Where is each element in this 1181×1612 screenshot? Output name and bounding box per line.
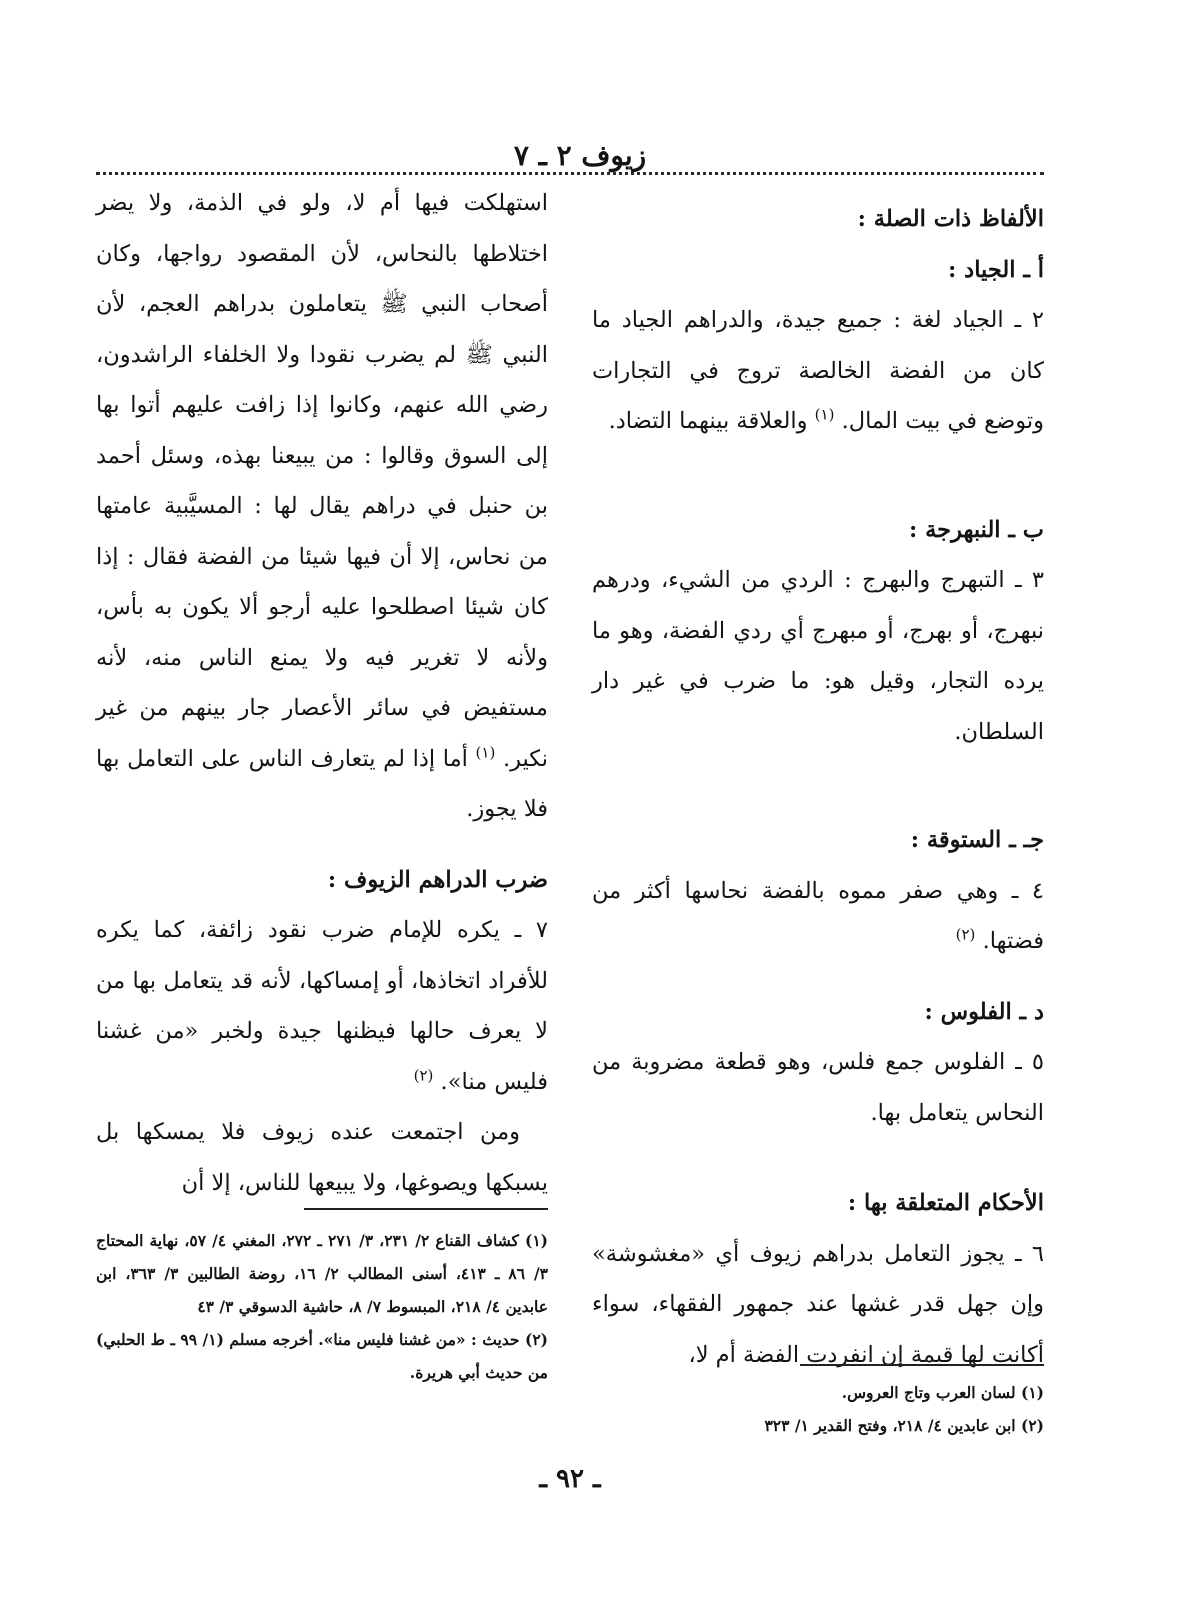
heading-rulings: الأحكام المتعلقة بها : (847, 1190, 1044, 1216)
paragraph-5: ٥ ـ الفلوس جمع فلس، وهو قطعة مضروبة من النحاس يتعامل بها. (592, 1049, 1044, 1126)
footnote-left-1: (١) كشاف القناع ٢/ ٢٣١، ٣/ ٢٧١ ـ ٢٧٢، المغني ٤/ ٥٧، نهاية المحتاج ٣/ ٨٦ ـ ٤١٣، أسنى المطالب ٢/ ١٦، روضة الطالبين ٣/ ٣٦٣، ابن عابدين ٤/ ٢١٨، المبسوط ٧/ ٨، حاشية الدسوقي ٣/ ٤٣ (96, 1231, 549, 1316)
page-number: ـ ٩٢ ـ (539, 1464, 601, 1494)
subheading-sattuqa: جـ ـ الستوقة : (910, 827, 1044, 853)
paragraph-7-text: ٧ ـ يكره للإمام ضرب نقود زائفة، كما يكره للأفراد اتخاذها، أو إمساكها، لأنه قد يتعامل بها من لا يعرف حالها فيظنها جيدة ولخبر «من غشنا فليس منا». (96, 917, 548, 1095)
section-heading-related-terms: الألفاظ ذات الصلة : (857, 206, 1044, 232)
footnote-rule-left (304, 1208, 548, 1210)
running-header: زيوف ٢ ـ ٧ (513, 139, 647, 172)
paragraph-2 (592, 295, 1044, 447)
footnote-rule-right (800, 1364, 1044, 1366)
footnote-right-2: (٢) ابن عابدين ٤/ ٢١٨، وفتح القدير ١/ ٣٢٣ (764, 1416, 1044, 1435)
paragraph-6: ٦ ـ يجوز التعامل بدراهم زيوف أي «مغشوشة» وإن جهل قدر غشها عند جمهور الفقهاء، سواء أكانت لها قيمة إن انفردت الفضة أم لا، (592, 1240, 1044, 1368)
paragraph-6-continued-tail: أما إذا لم يتعارف الناس على التعامل بها فلا يجوز. (96, 745, 548, 822)
subheading-fulus: د ـ الفلوس : (924, 998, 1044, 1025)
left-column (96, 178, 548, 1208)
right-column (592, 194, 1044, 1380)
footnote-left-2: (٢) حديث : «من غشنا فليس منا». أخرجه مسلم (١/ ٩٩ ـ ط الحلبي) من حديث أبي هريرة. (96, 1330, 548, 1382)
footnotes-left (96, 1224, 548, 1389)
paragraph-3: ٣ ـ التبهرج والبهرج : الردي من الشيء، ودرهم نبهرج، أو بهرج، أو مبهرج أي ردي الفضة، وهو ما يرده التجار، وقيل هو: ما ضرب في غير دار السلطان. (592, 567, 1044, 745)
footnote-ref-2: (٢) (955, 925, 976, 944)
footnote-ref-1-left: (١) (475, 743, 496, 761)
paragraph-4-text: ٤ ـ وهي صفر مموه بالفضة نحاسها أكثر من فضتها. (592, 877, 1044, 954)
footnote-ref-1: (١) (814, 405, 835, 424)
paragraph-4 (592, 866, 1044, 967)
footnote-ref-2-left: (٢) (413, 1066, 434, 1084)
paragraph-6-continued (96, 178, 548, 835)
paragraph-2-text: ٢ ـ الجياد لغة : جميع جيدة، والدراهم الجياد ما كان من الفضة الخالصة تروج في التجارات وتوضع في بيت المال. (592, 307, 1044, 434)
subheading-jiyad: أ ـ الجياد : (948, 256, 1044, 283)
subheading-nabahraja: ب ـ النبهرجة : (908, 516, 1044, 543)
paragraph-6-continued-text: استهلكت فيها أم لا، ولو في الذمة، ولا يضر اختلاطها بالنحاس، لأن المقصود رواجها، وكان أصحاب النبي ﷺ يتعاملون بدراهم العجم، لأن النبي ﷺ لم يضرب نقودا ولا الخلفاء الراشدون، رضي الله عنهم، وكانوا إذا زافت عليهم أتوا بها إلى السوق وقالوا : من يبيعنا بهذه، وسئل أحمد بن حنبل في دراهم يقال لها : المسيَّبية عامتها من نحاس، إلا أن فيها شيئا من الفضة فقال : إذا كان شيئا اصطلحوا عليه أرجو ألا يكون به بأس، ولأنه لا تغرير فيه ولا يمنع الناس منه، لأنه مستفيض في سائر الأعصار جار بينهم من غير نكير. (96, 190, 548, 772)
heading-minting: ضرب الدراهم الزيوف : (327, 866, 548, 893)
footnote-right-1: (١) لسان العرب وتاج العروس. (841, 1383, 1044, 1402)
paragraph-2-tail: والعلاقة بينهما التضاد. (608, 408, 815, 434)
footnotes-right (592, 1376, 1044, 1442)
paragraph-8: ومن اجتمعت عنده زيوف فلا يمسكها بل يسبكها ويصوغها، ولا يبيعها للناس، إلا أن (96, 1119, 548, 1196)
header-dotted-rule (96, 172, 1044, 175)
paragraph-7 (96, 905, 548, 1107)
